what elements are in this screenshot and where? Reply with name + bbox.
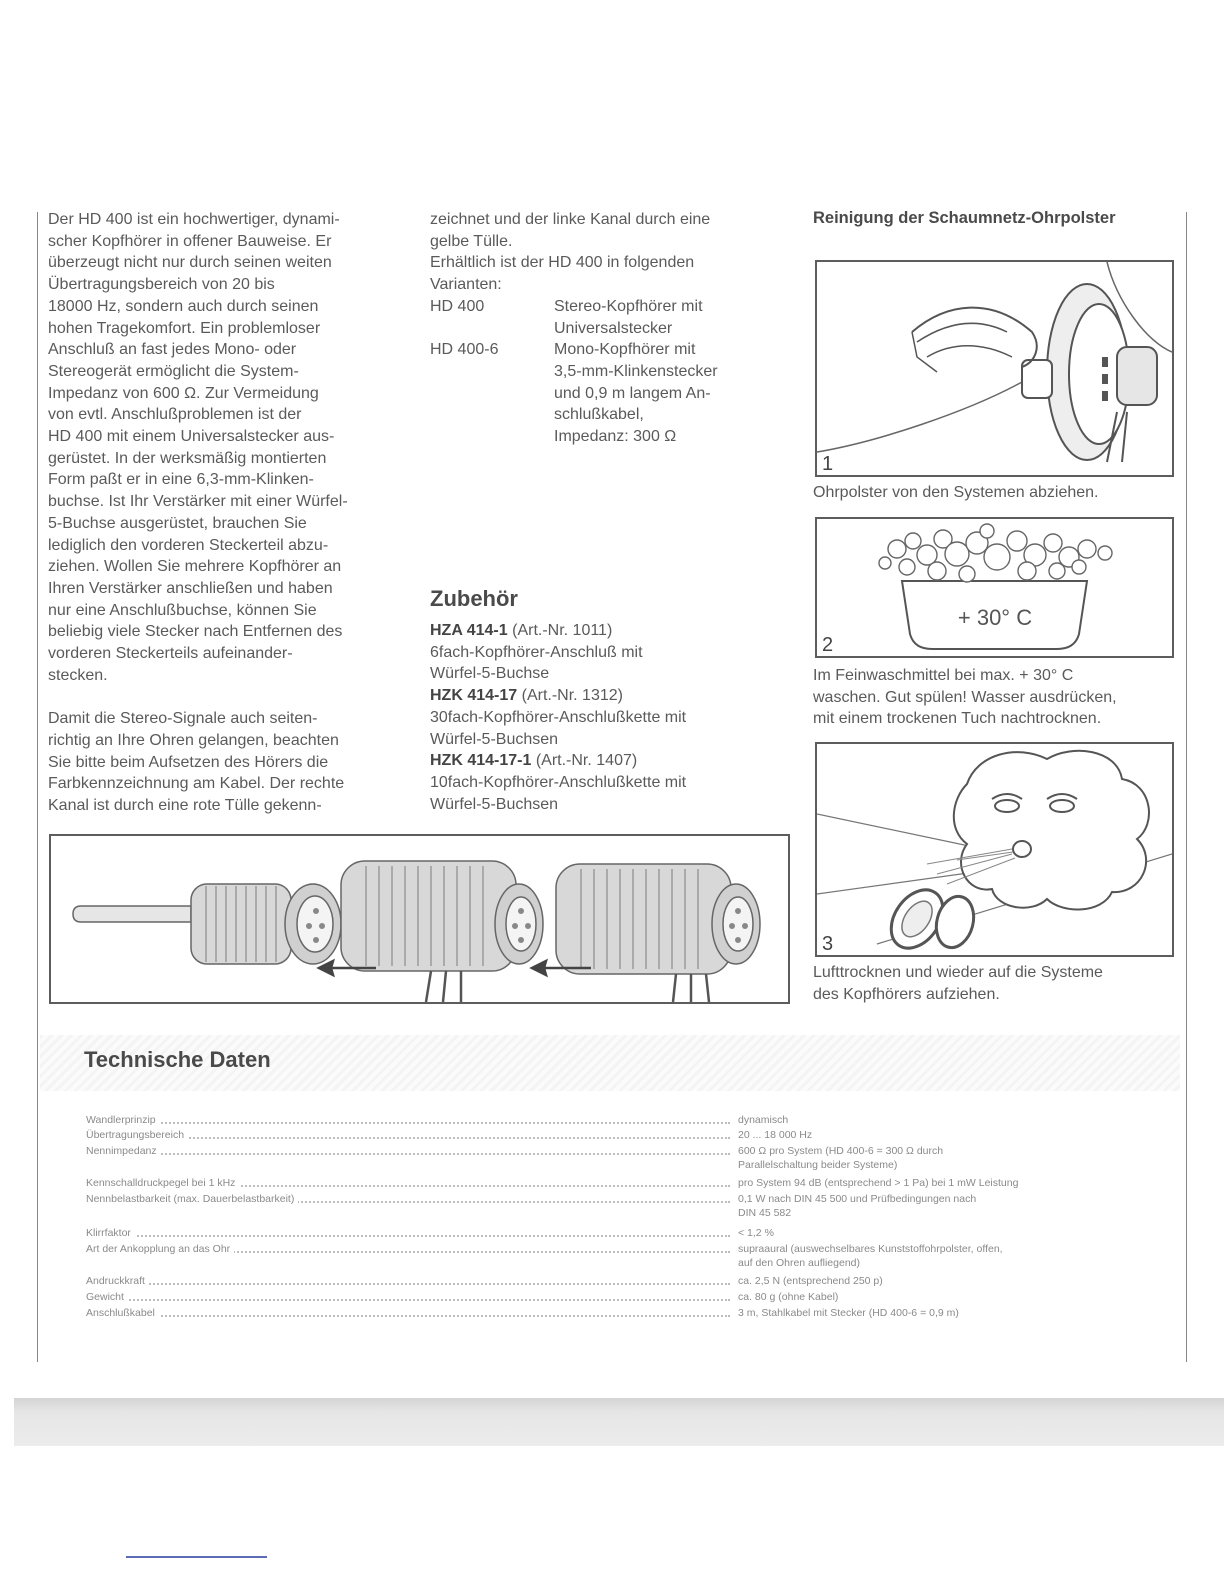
- accessory-item: [430, 620, 780, 685]
- accessory-item: [430, 750, 780, 815]
- intro-line: gelbe Tülle.: [430, 232, 513, 250]
- spec-label: Gewicht: [86, 1290, 128, 1304]
- spec-value-line: < 1,2 %: [738, 1227, 774, 1239]
- step-caption: [813, 665, 1178, 730]
- step-number: 1: [822, 453, 834, 475]
- variant-line: Mono-Kopfhörer mit: [554, 341, 696, 359]
- intro-line: Form paßt er in eine 6,3-mm-Klinken-: [48, 471, 314, 489]
- stacked-plugs-drawing: [51, 836, 788, 1002]
- intro-line: Der HD 400 ist ein hochwertiger, dynami-: [48, 211, 340, 228]
- step-caption: [813, 482, 1178, 504]
- step-caption: [813, 962, 1178, 1005]
- intro-line: Übertragungsbereich von 20 bis: [48, 276, 275, 294]
- intro-line: 5-Buchse ausgerüstet, brauchen Sie: [48, 514, 307, 532]
- spec-value: [738, 1242, 1178, 1270]
- spec-value: [738, 1192, 1178, 1220]
- spec-value-line: 3 m, Stahlkabel mit Stecker (HD 400-6 = 0,9 m): [738, 1307, 959, 1319]
- variant-description: [554, 339, 780, 448]
- cleaning-illustration-2: [815, 517, 1174, 658]
- intro-line: überzeugt nicht nur durch seinen weiten: [48, 254, 332, 272]
- cleaning-illustration-1: [815, 260, 1174, 477]
- spec-value-line: DIN 45 582: [738, 1207, 792, 1219]
- ear-cushion-removal-drawing: [817, 262, 1172, 475]
- spec-value-line: ca. 2,5 N (entsprechend 250 p): [738, 1275, 883, 1287]
- intro-line: vorderen Steckerteils aufeinander-: [48, 645, 293, 663]
- cleaning-illustration-3: [815, 742, 1174, 957]
- intro-line: stecken.: [48, 666, 108, 684]
- intro-column-2: [430, 209, 780, 448]
- variant-name: HD 400-6: [430, 341, 499, 359]
- spec-label: Klirrfaktor: [86, 1226, 135, 1240]
- spec-value: [738, 1226, 1178, 1240]
- spec-value: [738, 1290, 1178, 1304]
- intro-line: hohen Tragekomfort. Ein problemloser: [48, 319, 321, 337]
- intro-line: lediglich den vorderen Steckerteil abzu-: [48, 536, 329, 554]
- spec-value-line: 0,1 W nach DIN 45 500 und Prüfbedingungen nach: [738, 1193, 977, 1205]
- caption-line: mit einem trockenen Tuch nachtrocknen.: [813, 710, 1102, 728]
- spec-label: Kennschalldruckpegel bei 1 kHz: [86, 1176, 239, 1190]
- air-drying-drawing: [817, 744, 1172, 955]
- spec-value: [738, 1274, 1178, 1288]
- caption-line: Ohrpolster von den Systemen abziehen.: [813, 484, 1099, 501]
- accessory-line: Würfel-5-Buchsen: [430, 730, 559, 748]
- intro-line: 18000 Hz, sondern auch durch seinen: [48, 297, 319, 315]
- variant-line: schlußkabel,: [554, 406, 644, 424]
- intro-line: Erhältlich ist der HD 400 in folgenden: [430, 254, 695, 272]
- variant-description: [554, 296, 780, 339]
- intro-line: Ihren Verstärker anschließen und haben: [48, 579, 333, 597]
- tech-data-title: Technische Daten: [84, 1047, 271, 1072]
- right-margin-rule: [1186, 212, 1187, 1362]
- accessories-title: Zubehör: [430, 586, 518, 611]
- left-margin-rule: [37, 212, 38, 1362]
- intro-line: nur eine Anschlußbuchse, können Sie: [48, 601, 317, 619]
- accessories-list: [430, 620, 780, 815]
- spec-value-line: dynamisch: [738, 1114, 789, 1126]
- variant-line: 3,5-mm-Klinkenstecker: [554, 362, 718, 380]
- intro-line: zeichnet und der linke Kanal durch eine: [430, 211, 711, 228]
- spec-label: Nennimpedanz: [86, 1144, 161, 1158]
- intro-line: gerüstet. In der werksmäßig montierten: [48, 449, 327, 467]
- spec-value-line: 20 ... 18 000 Hz: [738, 1129, 813, 1141]
- spec-label: Andruckkraft: [86, 1274, 149, 1288]
- intro-line: buchse. Ist Ihr Verstärker mit einer Würfel-: [48, 493, 348, 511]
- accessory-line: 6fach-Kopfhörer-Anschluß mit: [430, 643, 643, 661]
- temperature-label: + 30° C: [957, 605, 1033, 630]
- accessory-art-number: (Art.-Nr. 1011): [512, 622, 613, 639]
- spec-value: [738, 1113, 1178, 1127]
- spec-value: [738, 1176, 1178, 1190]
- spec-label: Wandlerprinzip: [86, 1113, 160, 1127]
- spec-value: [738, 1128, 1178, 1142]
- variant-line: Universalstecker: [554, 319, 673, 337]
- step-number: 2: [822, 634, 834, 656]
- spec-label: Anschlußkabel: [86, 1306, 159, 1320]
- variant-hd400-6: [430, 339, 780, 448]
- spec-value-line: 600 Ω pro System (HD 400-6 = 300 Ω durch: [738, 1145, 944, 1157]
- caption-line: waschen. Gut spülen! Wasser ausdrücken,: [813, 688, 1117, 706]
- variant-name: HD 400: [430, 297, 485, 315]
- washing-bowl-drawing: [817, 519, 1172, 656]
- accessory-code: HZA 414-1: [430, 622, 508, 639]
- accessory-line: Würfel-5-Buchse: [430, 665, 550, 683]
- spec-value: [738, 1144, 1178, 1172]
- accessory-art-number: (Art.-Nr. 1312): [521, 687, 623, 705]
- caption-line: Im Feinwaschmittel bei max. + 30° C: [813, 667, 1074, 684]
- spec-value-line: supraaural (auswechselbares Kunststoffohrpolster, offen,: [738, 1243, 1003, 1255]
- intro-column-1: [48, 209, 408, 817]
- spec-value-line: Parallelschaltung beider Systeme): [738, 1159, 898, 1171]
- caption-line: Lufttrocknen und wieder auf die Systeme: [813, 964, 1103, 981]
- spec-value-line: pro System 94 dB (entsprechend > 1 Pa) bei 1 mW Leistung: [738, 1177, 1019, 1189]
- scan-bottom-band: [14, 1398, 1224, 1446]
- step-number: 3: [822, 933, 834, 955]
- accessory-code: HZK 414-17-1: [430, 752, 532, 770]
- intro-line: scher Kopfhörer in offener Bauweise. Er: [48, 232, 332, 250]
- accessory-art-number: (Art.-Nr. 1407): [535, 752, 638, 770]
- intro-line: richtig an Ihre Ohren gelangen, beachten: [48, 731, 339, 749]
- intro-line: Impedanz von 600 Ω. Zur Vermeidung: [48, 384, 319, 402]
- spec-label: Nennbelastbarkeit (max. Dauerbelastbarkeit): [86, 1192, 298, 1206]
- spec-value-line: auf den Ohren aufliegend): [738, 1257, 861, 1269]
- cleaning-title: Reinigung der Schaumnetz-Ohrpolster: [813, 209, 1116, 227]
- variant-hd400: [430, 296, 780, 339]
- variant-line: und 0,9 m langem An-: [554, 384, 711, 402]
- accessory-code: HZK 414-17: [430, 687, 518, 705]
- caption-line: des Kopfhörers aufziehen.: [813, 985, 1000, 1003]
- intro-line: beliebig viele Stecker nach Entfernen des: [48, 623, 343, 641]
- variant-line: Stereo-Kopfhörer mit: [554, 297, 703, 315]
- spec-value-line: ca. 80 g (ohne Kabel): [738, 1291, 839, 1303]
- blue-underline-mark: [126, 1556, 267, 1558]
- intro-line: Varianten:: [430, 276, 502, 294]
- accessory-line: 30fach-Kopfhörer-Anschlußkette mit: [430, 708, 687, 726]
- accessory-line: 10fach-Kopfhörer-Anschlußkette mit: [430, 773, 687, 791]
- intro-line: Farbkennzeichnung am Kabel. Der rechte: [48, 775, 345, 793]
- variant-line: Impedanz: 300 Ω: [554, 428, 677, 446]
- intro-line: HD 400 mit einem Universalstecker aus-: [48, 428, 335, 446]
- spec-label: Übertragungsbereich: [86, 1128, 188, 1142]
- intro-line: Anschluß an fast jedes Mono- oder: [48, 341, 297, 359]
- accessory-line: Würfel-5-Buchsen: [430, 795, 559, 813]
- intro-line: von evtl. Anschlußproblemen ist der: [48, 406, 302, 424]
- plug-stacking-illustration: [49, 834, 790, 1004]
- spec-label: Art der Ankopplung an das Ohr: [86, 1242, 234, 1256]
- intro-line: Kanal ist durch eine rote Tülle gekenn-: [48, 796, 322, 814]
- intro-line: ziehen. Wollen Sie mehrere Kopfhörer an: [48, 558, 342, 576]
- intro-line: Stereogerät ermöglicht die System-: [48, 362, 299, 380]
- intro-line: Sie bitte beim Aufsetzen des Hörers die: [48, 753, 329, 771]
- intro-line: Damit die Stereo-Signale auch seiten-: [48, 710, 318, 728]
- accessory-item: [430, 685, 780, 750]
- spec-value: [738, 1306, 1178, 1320]
